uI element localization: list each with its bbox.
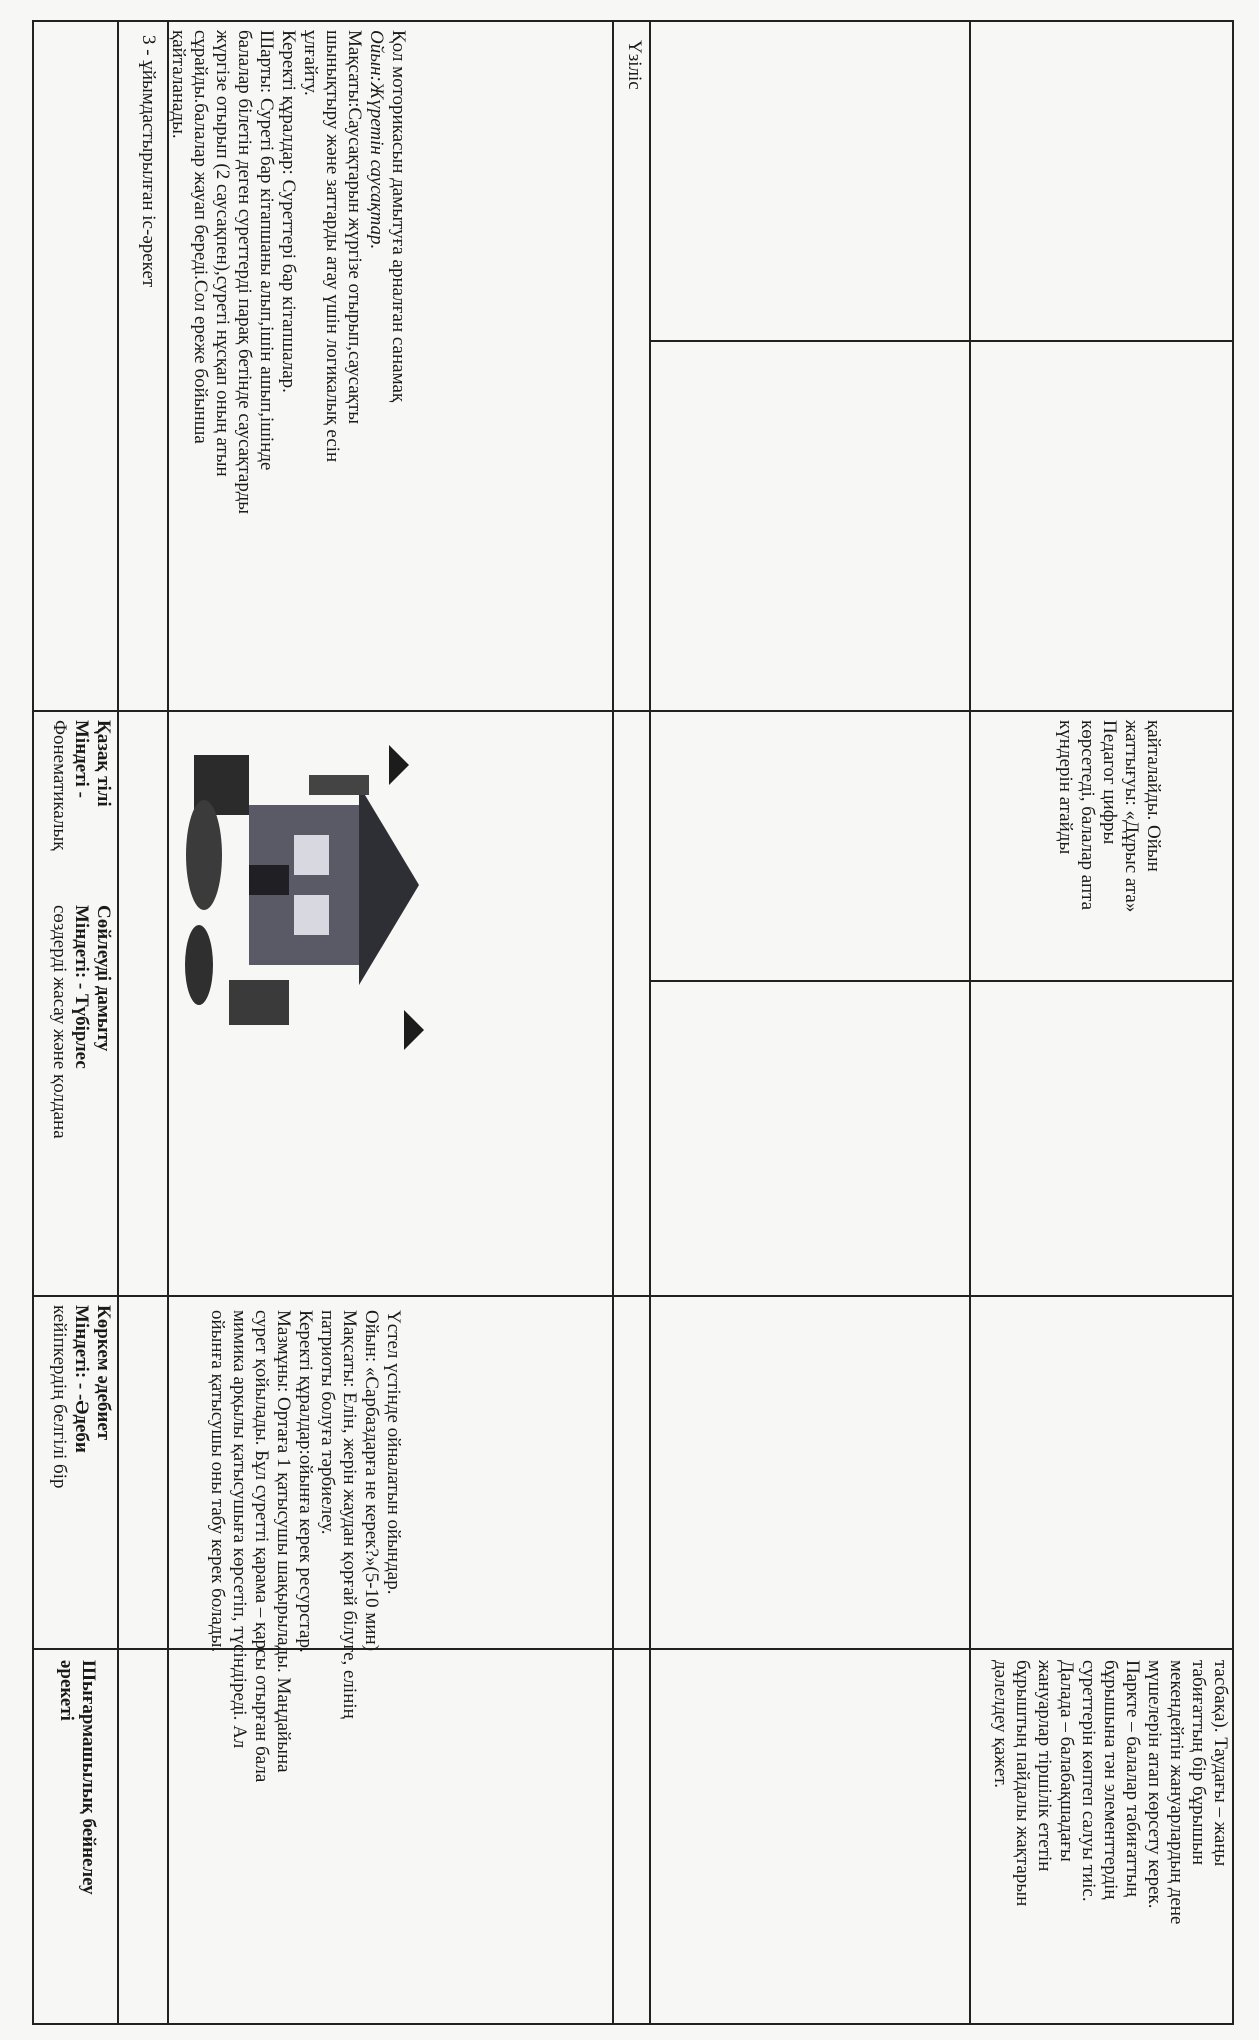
finger-game-cell: [167, 30, 409, 514]
animals-line-4: мүшелерін атап көрсету керек.: [1144, 1660, 1165, 1909]
days-line-3: Педагог цифры: [1099, 720, 1120, 845]
finger-line-4: шынықтыру және заттарды атау үшін логикалық есін: [322, 30, 343, 463]
finger-line-2: Ойын:Жүретін саусақтар.: [366, 30, 387, 250]
row-line-1: [969, 20, 971, 2025]
animals-line-1: тасбақа). Таудағы – жаңы: [1210, 1660, 1231, 1867]
row-line-2: [649, 20, 651, 2025]
border-left: [34, 20, 1234, 22]
days-naming-cell: [1054, 720, 1164, 912]
subject-literature-task: Міндеті: - -Әдеби: [71, 1305, 92, 1453]
subject-speech-task: Міндеті: - Түбірлес: [71, 905, 92, 1069]
table-line-7: сурет қойылады. Бұл суретті қарама – қарсы отырған бала: [251, 1310, 272, 1783]
col-line-1: [651, 340, 1234, 342]
finger-line-5: ұлғайту.: [300, 30, 321, 96]
days-line-4: көрсетеді, балалар апта: [1077, 720, 1098, 911]
finger-line-3: Мақсаты:Саусақтарын жүргізе отырып,саусақты: [344, 30, 365, 425]
building-illustration: [179, 735, 429, 1065]
subject-art-title: Шығармашылық бейнелеу: [78, 1660, 99, 1895]
table-line-1: Үстел үстінде ойналатын ойындар.: [383, 1310, 404, 1595]
organized-activity-label: 3 - ұйымдастырылған іс-әрекет: [138, 35, 159, 288]
finger-line-7: Шарты: Суреті бар кітапшаны алып,ішін ашып,ішінде: [256, 30, 277, 471]
subject-speech-title: Сөйлеуді дамыту: [93, 905, 114, 1052]
border-right: [34, 2023, 1234, 2025]
subject-speech: [48, 905, 114, 1139]
finger-line-9: жүргізе отырып (2 саусақпен),суреті нұсқап оның атын: [212, 30, 233, 477]
finger-line-11: қайталанады.: [168, 30, 189, 139]
days-line-2: жаттығуы: «Дұрыс ата»: [1121, 720, 1142, 913]
table-line-2: Ойын: «Сарбаздарға не керек?»(5-10 мин): [361, 1310, 382, 1652]
days-line-5: күндерін атайды: [1055, 720, 1076, 855]
table-line-5: Керекті құралдар:ойынға керек ресурстар.: [295, 1310, 316, 1653]
subject-kazakh-desc: Фонематикалық: [49, 720, 70, 851]
break-label: Үзіліс: [624, 40, 645, 90]
finger-line-1: Қол моторикасын дамытуға арналған санамақ: [388, 30, 409, 403]
subject-literature: [48, 1305, 114, 1488]
table-line-3: Мақсаты: Елін, жерін жаудан қорғай білуге, елінің: [339, 1310, 360, 1719]
table-line-8: мимика арқылы қатысушыға көрсетіп, түсіндіреді. Ал: [229, 1310, 250, 1749]
table-line-9: ойынға қатысушы оны табу керек болады.: [207, 1310, 228, 1653]
animals-line-7: суреттерін көптеп салуы тиіс.: [1078, 1660, 1099, 1902]
animals-line-9: жануарлар тіршілік ететін: [1034, 1660, 1055, 1872]
animals-cell: [989, 1660, 1231, 1924]
subject-literature-desc: кейіпкердің белгілі бір: [49, 1305, 70, 1489]
animals-line-5: Паркте – балалар табиғаттың: [1122, 1660, 1143, 1897]
table-game-cell: [206, 1310, 404, 1782]
col-line-2: [34, 710, 1234, 712]
subject-speech-desc: сөздерді жасау және қолдана: [49, 905, 70, 1139]
subject-kazakh-title: Қазақ тілі: [93, 720, 114, 807]
animals-line-8: Далада – балабақшадағы: [1056, 1660, 1077, 1862]
animals-line-10: бұрыштың пайдалы жақтарын: [1012, 1660, 1033, 1907]
subject-kazakh-task: Міндеті -: [71, 720, 92, 798]
animals-line-3: мекендейтін жануарлардың дене: [1166, 1660, 1187, 1925]
animals-line-6: бұрышына тән элементтердің: [1100, 1660, 1121, 1900]
table-line-4: патриоты болуға тәрбиелеу.: [317, 1310, 338, 1535]
border-bottom: [32, 20, 34, 2025]
finger-line-6: Керекті құралдар: Суреттері бар кітапшалар.: [278, 30, 299, 393]
finger-line-8: балалар білетін деген суреттерді парақ бетінде саусақтарды: [234, 30, 255, 515]
col-line-4: [34, 1295, 1234, 1297]
subject-art: [55, 1660, 99, 1895]
finger-line-10: сұрайды.балалар жауап береді.Сол ереже бойынша: [190, 30, 211, 444]
col-line-3: [651, 980, 1234, 982]
row-line-3: [612, 20, 614, 2025]
border-top: [1232, 20, 1234, 2025]
subject-literature-title: Көркем әдебиет: [93, 1305, 114, 1441]
animals-line-11: дәлелдеу қажет.: [990, 1660, 1011, 1788]
table-line-6: Мазмұны: Ортаға 1 қатысушы шақырылады. Маңдайына: [273, 1310, 294, 1773]
subject-kazakh: [48, 720, 114, 850]
subject-art-task: әрекеті: [56, 1660, 77, 1721]
animals-line-2: табиғаттың бір бұрышын: [1188, 1660, 1209, 1866]
row-line-5: [117, 20, 119, 2025]
days-line-1: қайталайды. Ойын: [1143, 720, 1164, 872]
